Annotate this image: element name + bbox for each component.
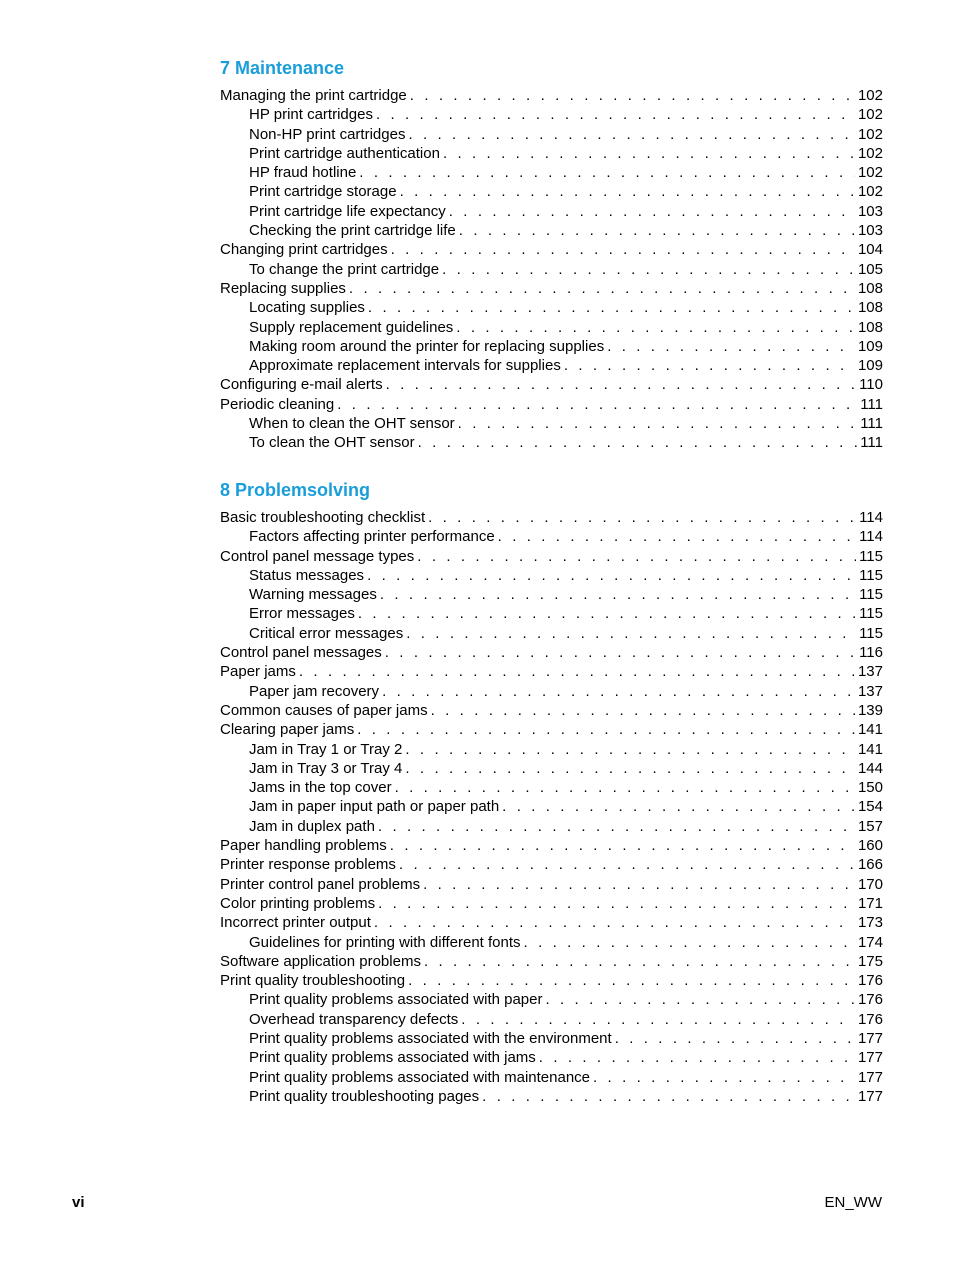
toc-entry[interactable] — [220, 1087, 883, 1106]
toc-entry-title: Non-HP print cartridges — [249, 125, 406, 143]
toc-entry[interactable] — [220, 913, 883, 932]
toc-entry-title: Control panel message types — [220, 547, 415, 565]
toc-entry[interactable] — [220, 701, 883, 720]
toc-entry[interactable] — [220, 144, 883, 163]
toc-entry-page: 176 — [857, 1010, 883, 1028]
toc-entry-title: Print cartridge storage — [249, 183, 397, 201]
toc-entry-page: 109 — [857, 337, 883, 355]
toc-entry-page: 137 — [857, 682, 883, 700]
toc-list — [220, 508, 883, 1106]
toc-entry-page: 144 — [857, 759, 883, 777]
toc-entry-page: 170 — [857, 875, 883, 893]
toc-entry[interactable] — [220, 990, 883, 1009]
section-heading: 8 Problemsolving — [220, 480, 371, 500]
toc-entry-page: 108 — [857, 318, 883, 336]
toc-entry-page: 171 — [857, 894, 883, 912]
toc-entry-page: 116 — [859, 644, 883, 662]
toc-entry[interactable] — [220, 662, 883, 681]
dot-leader — [564, 356, 855, 375]
toc-entry-title: Print quality problems associated with jams — [249, 1049, 536, 1067]
toc-entry-title: Configuring e-mail alerts — [220, 376, 383, 394]
toc-entry-title: Critical error messages — [249, 624, 404, 642]
toc-entry-title: Paper jam recovery — [249, 682, 380, 700]
toc-entry-title: Paper handling problems — [220, 837, 387, 855]
toc-entry-page: 102 — [857, 164, 883, 182]
toc-entry-title: Printer control panel problems — [220, 875, 421, 893]
toc-entry-title: Making room around the printer for replacing supplies — [249, 337, 605, 355]
dot-leader — [498, 527, 856, 546]
dot-leader — [449, 202, 855, 221]
dot-leader — [376, 105, 855, 124]
toc-entry-page: 111 — [860, 434, 883, 452]
dot-leader — [391, 240, 855, 259]
dot-leader — [408, 125, 855, 144]
dot-leader — [459, 221, 855, 240]
dot-leader — [405, 740, 855, 759]
toc-entry-title: Print quality problems associated with paper — [249, 991, 543, 1009]
toc-entry-page: 111 — [860, 395, 883, 413]
toc-entry-page: 177 — [857, 1068, 883, 1086]
toc-entry-page: 173 — [857, 914, 883, 932]
dot-leader — [442, 260, 855, 279]
dot-leader — [405, 759, 855, 778]
footer-locale: EN_WW — [824, 1194, 882, 1211]
toc-entry-page: 115 — [859, 566, 883, 584]
toc-entry-page: 102 — [857, 106, 883, 124]
dot-leader — [424, 952, 855, 971]
toc-entry-title: Color printing problems — [220, 894, 376, 912]
toc-entry-page: 110 — [859, 376, 883, 394]
toc-entry[interactable] — [220, 855, 883, 874]
dot-leader — [408, 971, 855, 990]
toc-entry-page: 177 — [857, 1049, 883, 1067]
dot-leader — [378, 894, 855, 913]
toc-entry-page: 102 — [857, 125, 883, 143]
dot-leader — [400, 182, 855, 201]
dot-leader — [385, 643, 856, 662]
toc-entry[interactable] — [220, 182, 883, 201]
toc-entry-title: Print quality problems associated with the environment — [249, 1030, 612, 1048]
toc-entry-page: 176 — [857, 972, 883, 990]
dot-leader — [359, 163, 855, 182]
toc-entry-title: When to clean the OHT sensor — [249, 415, 455, 433]
toc-entry[interactable] — [220, 395, 883, 414]
toc-entry-title: Supply replacement guidelines — [249, 318, 454, 336]
toc-entry[interactable] — [220, 566, 883, 585]
dot-leader — [357, 720, 855, 739]
dot-leader — [417, 547, 856, 566]
toc-entry-title: Approximate replacement intervals for supplies — [249, 357, 561, 375]
toc-entry-page: 157 — [857, 817, 883, 835]
toc-entry-page: 115 — [859, 605, 883, 623]
toc-entry[interactable] — [220, 875, 883, 894]
toc-entry-title: Locating supplies — [249, 299, 365, 317]
toc-entry[interactable] — [220, 279, 883, 298]
toc-entry[interactable] — [220, 720, 883, 739]
toc-entry-title: Print quality problems associated with maintenance — [249, 1068, 591, 1086]
section-heading: 7 Maintenance — [220, 58, 345, 78]
dot-leader — [386, 375, 857, 394]
dot-leader — [349, 279, 855, 298]
toc-entry-title: Print cartridge authentication — [249, 144, 440, 162]
toc-entry-page: 109 — [857, 357, 883, 375]
toc-entry-page: 154 — [857, 798, 883, 816]
dot-leader — [418, 433, 858, 452]
toc-entry[interactable] — [220, 337, 883, 356]
toc-entry-page: 114 — [859, 528, 883, 546]
toc-entry[interactable] — [220, 643, 883, 662]
dot-leader — [593, 1068, 855, 1087]
toc-entry[interactable] — [220, 298, 883, 317]
dot-leader — [545, 990, 854, 1009]
toc-entry[interactable] — [220, 933, 883, 952]
toc-entry[interactable] — [220, 952, 883, 971]
toc-entry-page: 104 — [857, 241, 883, 259]
toc-entry-title: Paper jams — [220, 663, 296, 681]
toc-entry[interactable] — [220, 817, 883, 836]
dot-leader — [399, 855, 855, 874]
toc-entry-title: Jam in paper input path or paper path — [249, 798, 500, 816]
toc-entry-page: 115 — [859, 586, 883, 604]
dot-leader — [482, 1087, 855, 1106]
toc-entry[interactable] — [220, 585, 883, 604]
dot-leader — [615, 1029, 855, 1048]
toc-entry[interactable] — [220, 527, 883, 546]
toc-entry[interactable] — [220, 1010, 883, 1029]
toc-entry[interactable] — [220, 240, 883, 259]
toc-entry[interactable] — [220, 1048, 883, 1067]
toc-entry-page: 141 — [857, 721, 883, 739]
toc-entry[interactable] — [220, 433, 883, 452]
toc-entry-page: 139 — [857, 701, 883, 719]
toc-entry-page: 111 — [860, 415, 883, 433]
toc-entry-title: Overhead transparency defects — [249, 1010, 459, 1028]
toc-entry-page: 102 — [857, 183, 883, 201]
toc-entry-title: Print cartridge life expectancy — [249, 202, 446, 220]
toc-entry[interactable] — [220, 375, 883, 394]
page-number: vi — [72, 1194, 85, 1211]
dot-leader — [410, 86, 855, 105]
toc-entry[interactable] — [220, 778, 883, 797]
toc-entry-page: 115 — [859, 547, 883, 565]
toc-entry[interactable] — [220, 604, 883, 623]
dot-leader — [502, 797, 855, 816]
toc-entry-title: To change the print cartridge — [249, 260, 440, 278]
dot-leader — [539, 1048, 855, 1067]
dot-leader — [461, 1010, 855, 1029]
toc-entry-title: Print quality troubleshooting — [220, 972, 406, 990]
dot-leader — [423, 875, 855, 894]
toc-entry-page: 160 — [857, 837, 883, 855]
toc-entry[interactable] — [220, 105, 883, 124]
section-maintenance — [220, 56, 883, 453]
toc-entry[interactable] — [220, 836, 883, 855]
dot-leader — [368, 298, 855, 317]
toc-entry-page: 114 — [859, 509, 883, 526]
toc-entry[interactable] — [220, 547, 883, 566]
toc-entry-page: 103 — [857, 202, 883, 220]
toc-entry-title: Replacing supplies — [220, 279, 346, 297]
toc-entry-title: Error messages — [249, 605, 355, 623]
dot-leader — [367, 566, 856, 585]
dot-leader — [524, 933, 855, 952]
toc-entry[interactable] — [220, 624, 883, 643]
toc-entry-page: 102 — [857, 87, 883, 104]
toc-entry-page: 177 — [857, 1030, 883, 1048]
toc-entry-title: Periodic cleaning — [220, 395, 335, 413]
dot-leader — [406, 624, 856, 643]
toc-entry[interactable] — [220, 221, 883, 240]
dot-leader — [456, 318, 855, 337]
toc-entry[interactable] — [220, 356, 883, 375]
toc-entry[interactable] — [220, 414, 883, 433]
toc-entry-title: Incorrect printer output — [220, 914, 371, 932]
toc-entry[interactable] — [220, 759, 883, 778]
dot-leader — [443, 144, 855, 163]
toc-entry-page: 177 — [857, 1087, 883, 1105]
dot-leader — [358, 604, 856, 623]
toc-entry-title: Clearing paper jams — [220, 721, 355, 739]
toc-entry-title: Jam in Tray 1 or Tray 2 — [249, 740, 403, 758]
toc-entry-title: HP fraud hotline — [249, 164, 357, 182]
toc-entry[interactable] — [220, 740, 883, 759]
toc-entry-title: HP print cartridges — [249, 106, 373, 124]
toc-entry-title: Jam in duplex path — [249, 817, 375, 835]
dot-leader — [382, 682, 855, 701]
toc-entry[interactable] — [220, 1068, 883, 1087]
toc-entry-page: 174 — [857, 933, 883, 951]
dot-leader — [390, 836, 855, 855]
toc-entry-page: 141 — [857, 740, 883, 758]
toc-entry-title: Printer response problems — [220, 856, 396, 874]
dot-leader — [337, 395, 857, 414]
toc-entry[interactable] — [220, 318, 883, 337]
toc-entry-page: 108 — [857, 299, 883, 317]
toc-entry-page: 137 — [857, 663, 883, 681]
toc-entry-page: 175 — [857, 952, 883, 970]
dot-leader — [380, 585, 856, 604]
toc-entry[interactable] — [220, 508, 883, 527]
dot-leader — [299, 662, 855, 681]
toc-entry-title: Software application problems — [220, 952, 421, 970]
section-problemsolving — [220, 478, 883, 1106]
toc-entry-title: Control panel messages — [220, 644, 382, 662]
dot-leader — [458, 414, 858, 433]
toc-entry-title: Basic troubleshooting checklist — [220, 509, 426, 526]
toc-entry-page: 102 — [857, 144, 883, 162]
toc-entry-title: Status messages — [249, 566, 365, 584]
toc-entry-page: 105 — [857, 260, 883, 278]
toc-entry-page: 150 — [857, 779, 883, 797]
toc-entry-page: 115 — [859, 624, 883, 642]
toc-entry-title: Warning messages — [249, 586, 377, 604]
toc-entry[interactable] — [220, 86, 883, 105]
dot-leader — [607, 337, 855, 356]
toc-entry-title: To clean the OHT sensor — [249, 434, 415, 452]
toc-entry-page: 108 — [857, 279, 883, 297]
toc-entry-title: Guidelines for printing with different fonts — [249, 933, 521, 951]
dot-leader — [374, 913, 855, 932]
toc-entry-title: Print quality troubleshooting pages — [249, 1087, 480, 1105]
toc-entry-page: 166 — [857, 856, 883, 874]
dot-leader — [395, 778, 855, 797]
dot-leader — [378, 817, 855, 836]
toc-entry-title: Changing print cartridges — [220, 241, 388, 259]
dot-leader — [431, 701, 855, 720]
toc-entry-page: 176 — [857, 991, 883, 1009]
toc-entry[interactable] — [220, 202, 883, 221]
toc-entry[interactable] — [220, 682, 883, 701]
toc-entry[interactable] — [220, 125, 883, 144]
toc-entry[interactable] — [220, 1029, 883, 1048]
toc-entry-page: 103 — [857, 222, 883, 240]
toc-entry[interactable] — [220, 894, 883, 913]
toc-entry[interactable] — [220, 163, 883, 182]
dot-leader — [428, 508, 856, 527]
toc-entry[interactable] — [220, 797, 883, 816]
toc-list — [220, 86, 883, 453]
toc-entry[interactable] — [220, 260, 883, 279]
toc-entry-title: Jams in the top cover — [249, 779, 392, 797]
toc-entry-title: Common causes of paper jams — [220, 701, 428, 719]
toc-entry[interactable] — [220, 971, 883, 990]
toc-entry-title: Managing the print cartridge — [220, 87, 407, 104]
toc-entry-title: Checking the print cartridge life — [249, 222, 456, 240]
toc-entry-title: Factors affecting printer performance — [249, 528, 495, 546]
toc-entry-title: Jam in Tray 3 or Tray 4 — [249, 759, 403, 777]
